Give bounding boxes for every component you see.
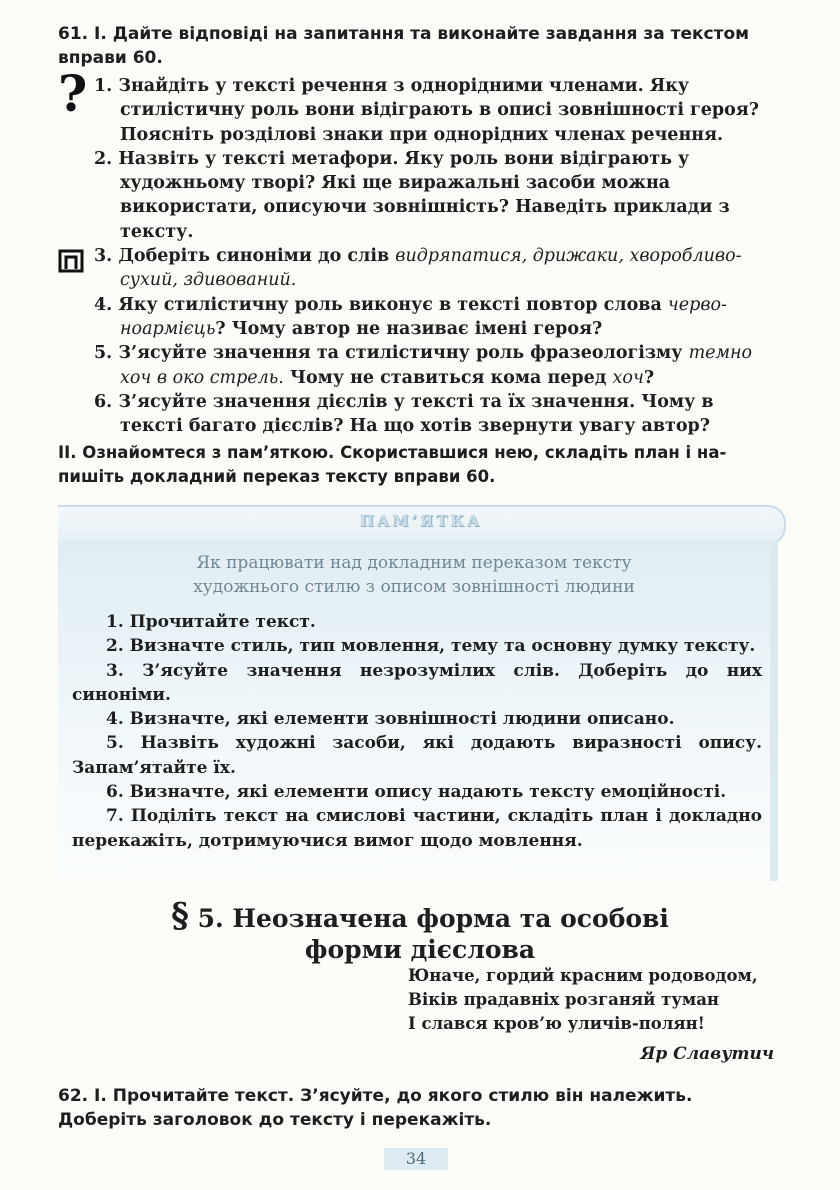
exercise-61-heading: 61. І. Дайте відповіді на запитання та виконайте завдання за текстом вправи 60.	[58, 24, 750, 68]
memo-step: 4. Визначте, які елементи зовнішності людини описано.	[106, 709, 675, 730]
memo-label: ПАМ’ЯТКА	[359, 512, 483, 530]
task-item: 5. З’ясуйте значення та стилістичну роль фразеологізму темно хоч в око стрель. Чому не ставиться кома перед хоч?	[94, 343, 753, 388]
memo-step: 2. Визначте стиль, тип мовлення, тему та основну думку тексту.	[106, 636, 756, 657]
question-icon: ?	[58, 64, 88, 123]
task-item: 4. Яку стилістичну роль виконує в тексті повтор слова червоноармієць? Чому автор не називає імені героя?	[94, 294, 727, 339]
exercise-61-part-2: ІІ. Ознайомтеся з пам’яткою. Скориставшися нею, складіть план і напишіть докладний переказ тексту вправи 60.	[58, 443, 727, 486]
section-title-line-2: форми дієслова	[304, 935, 536, 964]
epigraph-line: Юначе, гордий красним родоводом,	[408, 966, 758, 985]
memo-step: 6. Визначте, які елементи опису надають тексту емоційності.	[106, 782, 727, 803]
memo-step: 5. Назвіть художні засоби, які додають виразності опису. Запам’ятайте їх.	[72, 733, 762, 778]
memo-step: 1. Прочитайте текст.	[106, 612, 316, 632]
memo-step: 3. З’ясуйте значення незрозумілих слів. Доберіть до них синоніми.	[72, 660, 762, 705]
section-title-line-1: § 5. Неозначена форма та особові	[171, 896, 669, 936]
memo-steps	[72, 610, 762, 853]
epigraph-line: Віків прадавніх розганяй туман	[408, 990, 720, 1009]
exercise-62-heading: 62. І. Прочитайте текст. З’ясуйте, до якого стилю він належить. Доберіть заголовок до тексту і перекажіть.	[58, 1086, 693, 1130]
memo-subtitle-line-1: Як працювати над докладним переказом тексту	[196, 553, 632, 573]
memo-subtitle-line-2: художнього стилю з описом зовнішності людини	[193, 577, 635, 597]
task-item: 6. З’ясуйте значення дієслів у тексті та їх значення. Чому в тексті багато дієслів? На що хотів звернути увагу автор?	[94, 391, 714, 437]
task-list	[58, 64, 778, 438]
memo-step: 7. Поділіть текст на смислові частини, складіть план і докладно перекажіть, дотримуючися вимог щодо мовлення.	[72, 806, 762, 851]
epigraph	[408, 964, 788, 1036]
task-item: 3. Доберіть синоніми до слів видряпатися, дрижаки, хворобливо-сухий, здивований.	[94, 246, 742, 291]
epigraph-line: І слався кров’ю уличів-полян!	[408, 1014, 705, 1033]
task-item: 1. Знайдіть у тексті речення з однорідними членами. Яку стилістичну роль вони відіграють в описі зовнішності героя? Поясніть розділові знаки при однорідних членах речення.	[94, 76, 760, 145]
section-sign: §	[171, 896, 189, 936]
page-number: 34	[405, 1149, 427, 1168]
epigraph-author: Яр Славутич	[640, 1044, 774, 1064]
task-item: 2. Назвіть у тексті метафори. Яку роль вони відіграють у художньому творі? Які ще виражальні засоби можна використати, описуючи зовнішність? Наведіть приклади з тексту.	[94, 148, 730, 242]
